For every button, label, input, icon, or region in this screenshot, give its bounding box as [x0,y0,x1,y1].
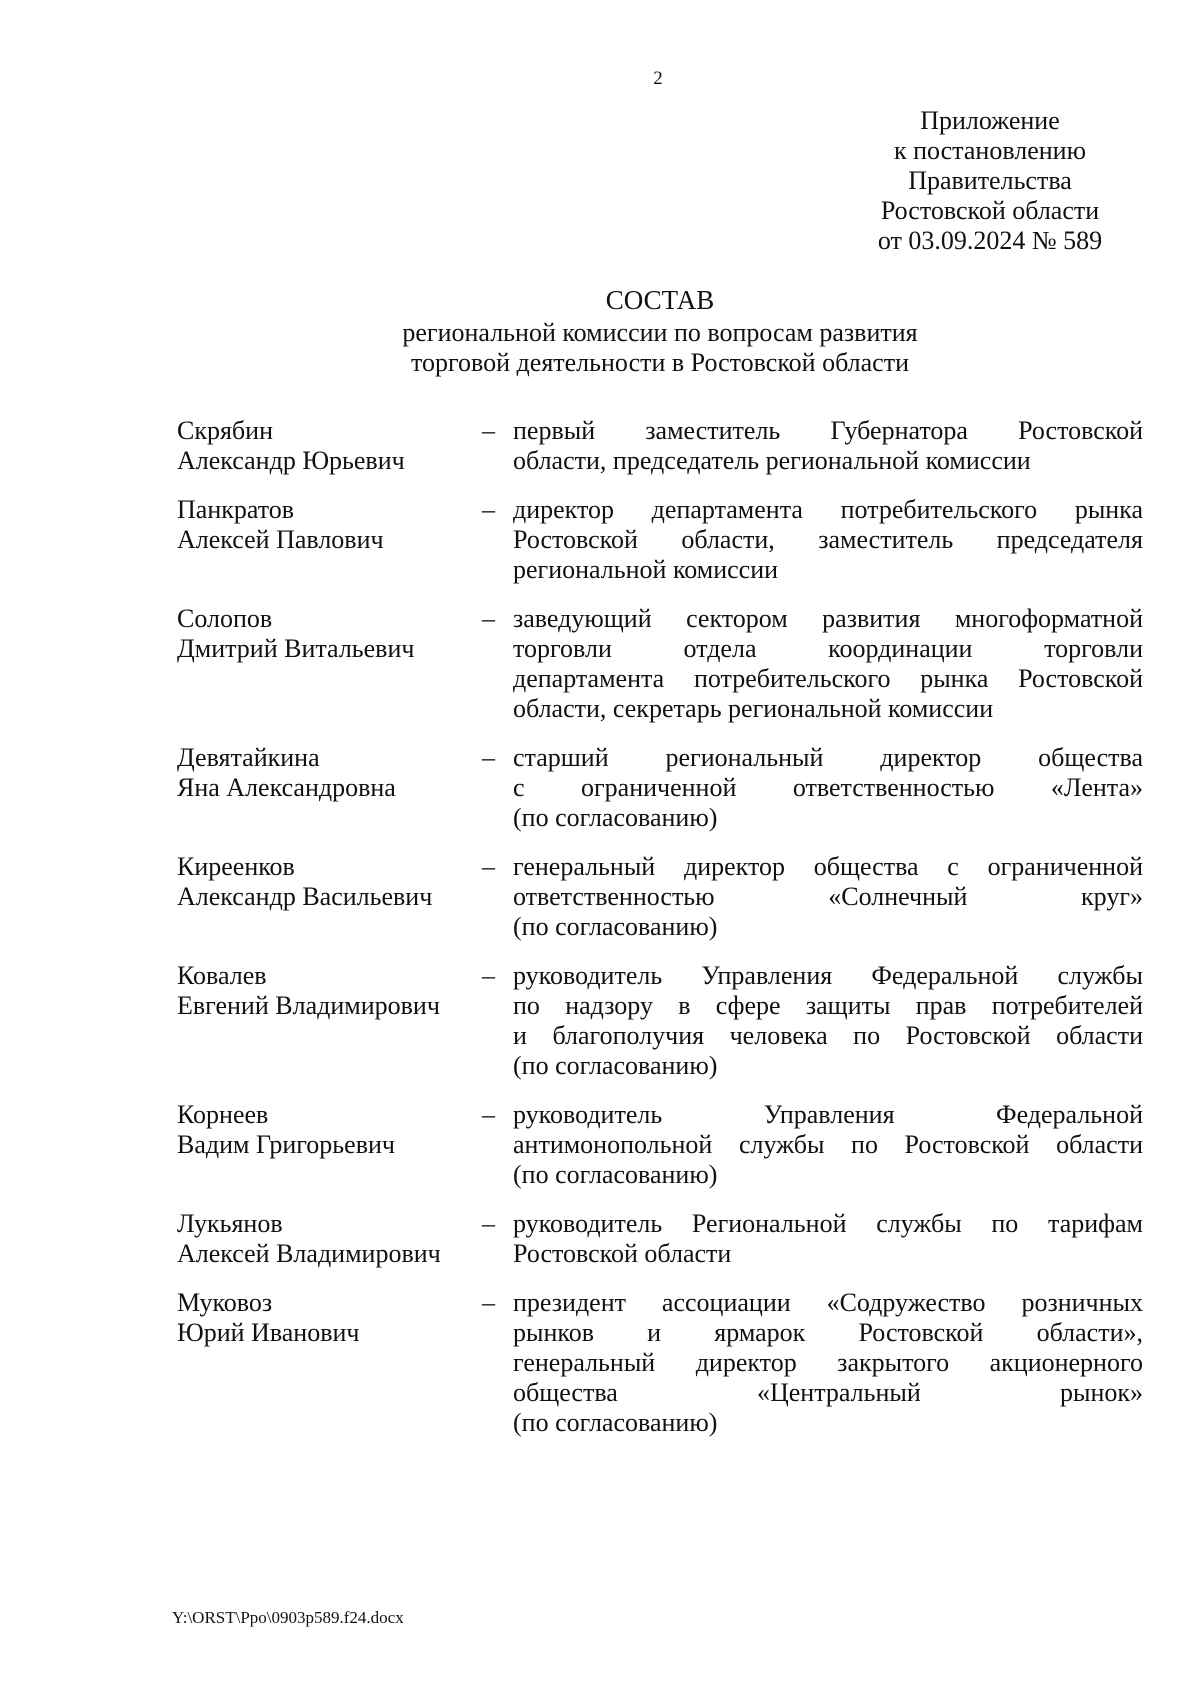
member-role-line: Ростовской области [513,1239,732,1268]
member-row [177,495,1143,585]
member-dash: – [482,495,495,524]
member-role-line: руководитель Управления Федеральной [513,1100,1143,1129]
member-row [177,743,1143,833]
member-role [513,743,1143,833]
member-role-line: Ростовской области, заместитель председателя [513,525,1143,554]
member-role-line: генеральный директор закрытого акционерного [513,1348,1143,1377]
member-row [177,961,1143,1081]
member-dash: – [482,1100,495,1129]
member-given-names: Вадим Григорьевич [177,1130,395,1159]
member-dash: – [482,1209,495,1238]
member-name [177,961,482,1021]
member-role-line: первый заместитель Губернатора Ростовской [513,416,1143,445]
member-role-line: старший региональный директор общества [513,743,1143,772]
member-surname: Солопов [177,604,273,633]
member-role [513,1288,1143,1438]
member-role-line: (по согласованию) [513,1408,718,1437]
member-given-names: Алексей Павлович [177,525,384,554]
member-surname: Лукьянов [177,1209,283,1238]
member-role-line: президент ассоциации «Содружество розничных [513,1288,1143,1317]
member-name [177,1209,482,1269]
member-surname: Муковоз [177,1288,273,1317]
member-given-names: Яна Александровна [177,773,396,802]
member-surname: Скрябин [177,416,273,445]
member-name [177,416,482,476]
member-dash: – [482,743,495,772]
member-given-names: Юрий Иванович [177,1318,360,1347]
member-surname: Киреенков [177,852,295,881]
member-row [177,1209,1143,1269]
member-name [177,743,482,803]
member-role-line: общества «Центральный рынок» [513,1378,1143,1407]
member-role-line: области, секретарь региональной комиссии [513,694,994,723]
member-given-names: Александр Юрьевич [177,446,405,475]
member-role-line: региональной комиссии [513,555,779,584]
member-role-line: и благополучия человека по Ростовской области [513,1021,1143,1050]
member-name [177,604,482,664]
member-role [513,1209,1143,1269]
member-role-line: торговли отдела координации торговли [513,634,1143,663]
title-subtitle-line: торговой деятельности в Ростовской области [411,348,909,377]
member-role-line: директор департамента потребительского рынка [513,495,1143,524]
annex-line: к постановлению [893,136,1087,165]
member-surname: Ковалев [177,961,267,990]
member-role-line: заведующий сектором развития многоформатной [513,604,1143,633]
member-role-line: руководитель Региональной службы по тарифам [513,1209,1143,1238]
member-row [177,852,1143,942]
annex-line: Приложение [920,106,1060,135]
member-role-line: (по согласованию) [513,803,718,832]
annex-line: от 03.09.2024 № 589 [877,226,1103,255]
document-title [260,282,1060,378]
member-role-line: ответственностью «Солнечный круг» [513,882,1143,911]
page-number: 2 [653,68,663,89]
member-role [513,495,1143,585]
member-role-line: руководитель Управления Федеральной службы [513,961,1143,990]
member-row [177,1288,1143,1438]
title-subtitle-line: региональной комиссии по вопросам развития [402,318,918,347]
member-given-names: Александр Васильевич [177,882,433,911]
member-role-line: (по согласованию) [513,912,718,941]
member-given-names: Алексей Владимирович [177,1239,441,1268]
member-row [177,604,1143,724]
member-row [177,1100,1143,1190]
member-name [177,1288,482,1348]
member-name [177,495,482,555]
member-surname: Девятайкина [177,743,320,772]
file-path: Y:\ORST\Ppo\0903p589.f24.docx [172,1608,404,1627]
member-dash: – [482,852,495,881]
member-role [513,604,1143,724]
member-role-line: генеральный директор общества с ограниченной [513,852,1143,881]
member-role-line: с ограниченной ответственностью «Лента» [513,773,1143,802]
members-list [177,416,1143,1457]
member-dash: – [482,1288,495,1317]
member-role-line: (по согласованию) [513,1051,718,1080]
member-row [177,416,1143,476]
member-surname: Корнеев [177,1100,269,1129]
member-role-line: по надзору в сфере защиты прав потребителей [513,991,1143,1020]
member-role [513,1100,1143,1190]
member-role-line: области, председатель региональной комиссии [513,446,1031,475]
member-role [513,961,1143,1081]
member-name [177,852,482,912]
annex-line: Правительства [908,166,1072,195]
member-role-line: антимонопольной службы по Ростовской области [513,1130,1143,1159]
annex-header [820,106,1160,256]
member-role-line: департамента потребительского рынка Ростовской [513,664,1143,693]
annex-line: Ростовской области [880,196,1100,225]
member-role-line: (по согласованию) [513,1160,718,1189]
member-role [513,852,1143,942]
member-dash: – [482,604,495,633]
member-name [177,1100,482,1160]
member-surname: Панкратов [177,495,295,524]
member-dash: – [482,961,495,990]
title-main: СОСТАВ [605,285,715,315]
member-role-line: рынков и ярмарок Ростовской области», [513,1318,1143,1347]
member-dash: – [482,416,495,445]
member-role [513,416,1143,476]
member-given-names: Дмитрий Витальевич [177,634,415,663]
member-given-names: Евгений Владимирович [177,991,440,1020]
